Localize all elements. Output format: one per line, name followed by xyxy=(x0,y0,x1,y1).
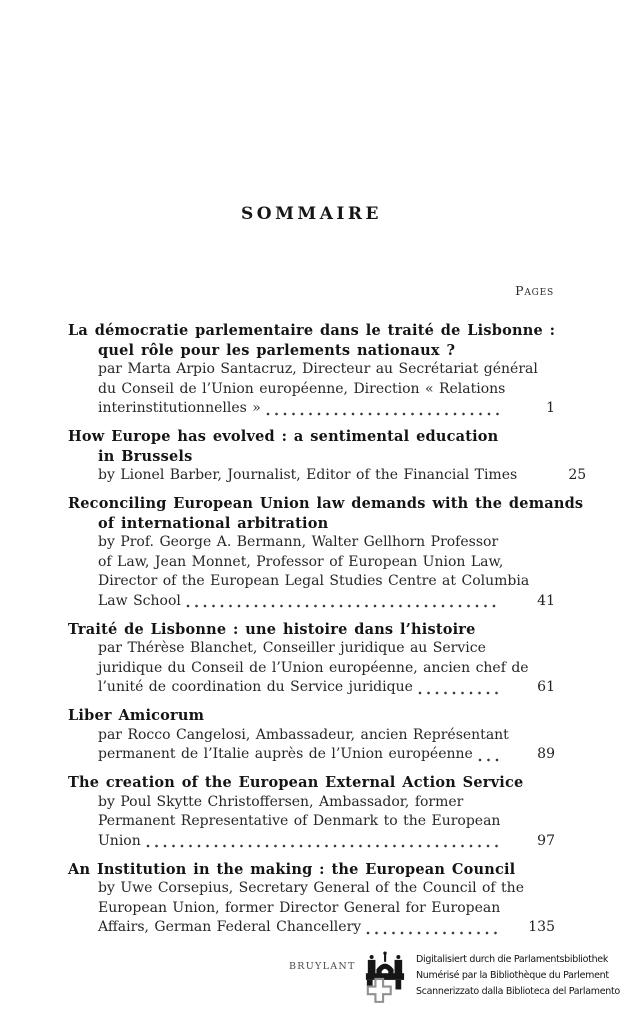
entry-last-line xyxy=(68,678,555,698)
page-content xyxy=(68,0,587,946)
dot-leader xyxy=(146,834,501,848)
page-number: 61 xyxy=(537,679,555,695)
entry-detail-line: du Conseil de l’Union européenne, Direction « Relations xyxy=(98,380,506,397)
toc-entry xyxy=(68,494,584,611)
page-number: 135 xyxy=(528,919,555,935)
entry-detail-line: par Thérèse Blanchet, Conseiller juridique au Service xyxy=(98,640,486,656)
entry-title-line: How Europe has evolved : a sentimental education xyxy=(68,428,499,445)
entry-title-line: quel rôle pour les parlements nationaux ? xyxy=(98,341,456,359)
entry-last-line xyxy=(68,832,555,852)
toc-entry xyxy=(68,620,555,698)
entry-detail-line: Permanent Representative of Denmark to the European xyxy=(98,813,501,829)
entry-last-text: Law School xyxy=(98,592,181,609)
dot-leader xyxy=(418,681,501,695)
stamp-line: Numérisé par la Bibliothèque du Parlement xyxy=(416,970,609,982)
entry-detail-line: juridique du Conseil de l’Union européenne, ancien chef de xyxy=(98,659,529,676)
entry-last-text: by Lionel Barber, Journalist, Editor of the Financial Times xyxy=(98,467,518,483)
parliament-building-with-swiss-cross-icon xyxy=(364,950,406,1006)
entry-title-line: La démocratie parlementaire dans le traité de Lisbonne : xyxy=(68,322,556,339)
dot-leader xyxy=(186,594,501,608)
toc-entry xyxy=(68,427,587,486)
stamp-line: Digitalisiert durch die Parlamentsbibliothek xyxy=(416,954,609,965)
entry-detail-line: by Prof. George A. Bermann, Walter Gellhorn Professor xyxy=(98,534,499,550)
entry-last-line xyxy=(68,592,555,612)
toc-entry xyxy=(68,773,555,851)
entry-title-line: Reconciling European Union law demands with the demands xyxy=(68,495,584,512)
entry-title-line: Liber Amicorum xyxy=(68,707,205,724)
entry-last-text: Union xyxy=(98,832,141,849)
entry-title-line: An Institution in the making : the European Council xyxy=(68,860,516,878)
entry-last-text: l’unité de coordination du Service juridique xyxy=(98,679,413,695)
toc-entry xyxy=(68,706,555,765)
entry-title-line: of international arbitration xyxy=(98,514,329,532)
entry-detail-line: par Rocco Cangelosi, Ambassadeur, ancien Représentant xyxy=(98,726,509,743)
stamp-text xyxy=(416,952,634,1001)
entry-last-text: interinstitutionnelles » xyxy=(98,400,261,416)
page-number: 1 xyxy=(546,400,555,416)
page-number: 97 xyxy=(537,832,555,849)
dot-leader xyxy=(366,921,501,935)
dot-leader xyxy=(478,748,501,762)
entry-last-line xyxy=(68,466,587,486)
entry-last-line xyxy=(68,399,555,419)
toc-entry xyxy=(68,860,555,938)
stamp-line: Scannerizzato dalla Biblioteca del Parlamento xyxy=(416,986,620,998)
entry-title-line: Traité de Lisbonne : une histoire dans l’histoire xyxy=(68,620,476,638)
entry-detail-line: by Uwe Corsepius, Secretary General of the Council of the xyxy=(98,880,524,896)
entry-last-line xyxy=(68,918,555,938)
page-number: 89 xyxy=(537,746,555,762)
page-number: 25 xyxy=(568,467,587,483)
entry-detail-line: of Law, Jean Monnet, Professor of European Union Law, xyxy=(98,553,504,570)
toc-entry xyxy=(68,321,555,419)
entry-detail-line: par Marta Arpio Santacruz, Directeur au Secrétariat général xyxy=(98,361,538,377)
entry-detail-line: Director of the European Legal Studies Centre at Columbia xyxy=(98,573,530,589)
entry-detail-line: European Union, former Director General for European xyxy=(98,899,501,916)
library-stamp xyxy=(364,950,406,1010)
page-footer xyxy=(0,948,637,1018)
dot-leader xyxy=(266,402,501,416)
page-title: SOMMAIRE xyxy=(241,204,382,224)
entry-detail-line: by Poul Skytte Christoffersen, Ambassador, former xyxy=(98,793,464,810)
publisher-imprint: BRUYLANT xyxy=(289,961,356,972)
toc-list xyxy=(68,321,587,938)
page-number: 41 xyxy=(537,592,555,609)
entry-title-line: The creation of the European External Action Service xyxy=(68,774,524,791)
entry-title-line: in Brussels xyxy=(98,447,193,465)
entry-last-text: permanent de l’Italie auprès de l’Union européenne xyxy=(98,746,473,762)
dot-leader xyxy=(522,469,532,483)
entry-last-line xyxy=(68,745,555,765)
pages-column-label: Pages xyxy=(515,283,554,298)
entry-last-text: Affairs, German Federal Chancellery xyxy=(98,919,362,935)
